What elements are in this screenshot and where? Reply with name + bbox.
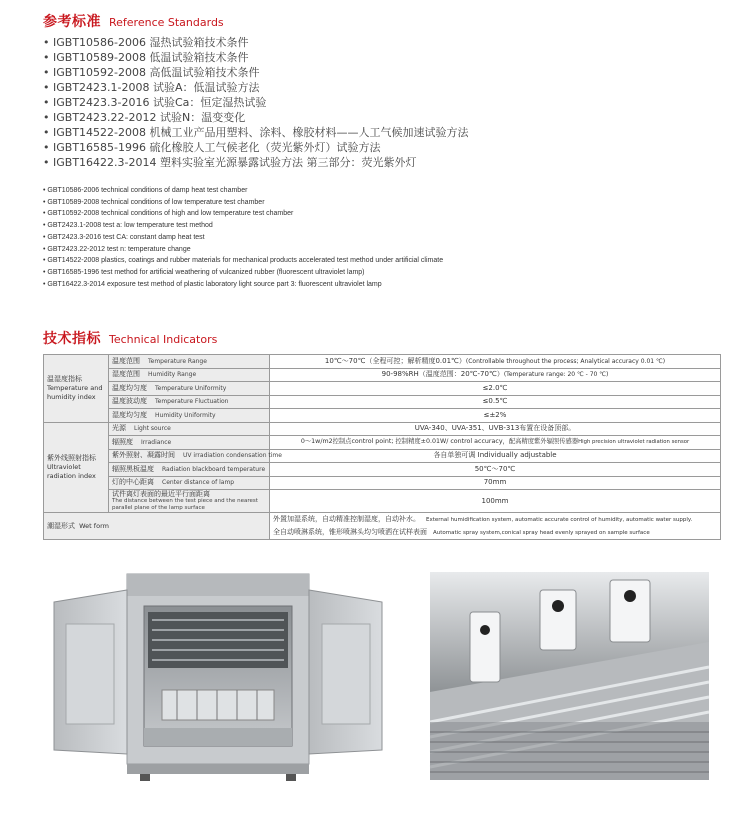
param-value-cell [270,422,721,436]
param-value-cell [270,476,721,490]
standard-item-en: • GBT2423.1-2008 test a: low temperature test method [43,220,443,232]
standard-item-en: • GBT2423.3-2016 test CA: constant damp heat test [43,232,443,244]
standard-item-en: • GBT14522-2008 plastics, coatings and rubber materials for mechanical products accelerated test method under artificial climate [43,255,443,267]
standard-item-en: • GBT2423.22-2012 test n: temperature change [43,244,443,256]
param-value: 70mm [483,478,507,487]
param-name-cell [109,449,282,463]
standard-item-en: • GBT16585-1996 test method for artificial weathering of vulcanized rubber (fluorescent ultraviolet lamp) [43,267,443,279]
param-en: Center distance of lamp [162,479,235,487]
standard-item-cn: • IGBT16422.3-2014 塑料实验室光源暴露试验方法 第三部分：荧光紫外灯 [43,155,468,170]
param-en: Light source [134,425,171,433]
param-value: 0～1w/m2控制点control point; 控制精度±0.01W/ control accuracy，配高精度紫外辐照传感器 [300,438,579,446]
table-row [44,476,721,490]
table-row [44,355,721,369]
group-label-cn: 潮湿形式 [47,521,75,530]
temp-humidity-group-cell [44,355,109,423]
standard-item-en: • GBT10589-2008 technical conditions of low temperature test chamber [43,197,443,209]
technical-title-cn: 技术指标 [43,331,101,347]
param-en: Irradiance [141,438,172,446]
table-row [44,382,721,396]
param-cn: 光源 [112,424,126,433]
standards-list-en [43,185,443,290]
reference-section-title [43,11,224,31]
standard-item-en: • GBT16422.3-2014 exposure test method of plastic laboratory light source part 3: fluorescent ultraviolet lamp [43,279,443,291]
param-value: ≤0.5℃ [482,397,508,406]
table-row [44,395,721,409]
param-value: 各自单独可调 Individually adjustable [433,451,557,460]
param-name-cell [109,490,270,513]
group-label-cn: 温湿度指标 [47,374,82,383]
wet-line-2 [273,526,717,539]
param-value: 10℃～70℃（全程可控；解析精度0.01℃） [324,356,466,365]
param-en: UV irradiation condensation time [183,452,282,460]
param-cn: 湿度范围 [112,370,140,379]
param-name-cell [109,436,270,450]
uv-group-cell [44,422,109,513]
standard-item-cn: • IGBT16585-1996 硫化橡胶人工气候老化（荧光紫外灯）试验方法 [43,140,468,155]
wet-line-1-en: External humidification system, automatic accurate control of humidity, automatic water supply. [426,517,693,523]
standard-item-cn: • IGBT14522-2008 机械工业产品用塑料、涂料、橡胶材料——人工气候加速试验方法 [43,125,468,140]
param-name-cell [109,409,270,423]
group-label-cn: 紫外线照射指标 [47,453,96,462]
param-name-cell [109,368,270,382]
param-cn: 湿度均匀度 [112,410,147,419]
wet-form-cell [44,513,270,540]
param-cn: 辐照黑板温度 [112,464,154,473]
wet-line-2-en: Automatic spray system,conical spray head evenly sprayed on sample surface [433,530,650,536]
param-en: Temperature Range [148,357,207,365]
param-value-cell [270,409,721,423]
wet-line-2-cn: 全自动喷淋系统，锥形喷淋头均匀喷洒在试样表面 [273,528,427,536]
param-en: Temperature Uniformity [155,384,227,392]
param-cn: 温度波动度 [112,397,147,406]
param-en: Temperature Fluctuation [155,398,229,406]
standard-item-cn: • IGBT10586-2006 湿热试验箱技术条件 [43,35,468,50]
param-cn: 温度均匀度 [112,383,147,392]
param-cn: 紫外照射、凝露时间 [112,451,175,460]
param-cn: 温度范围 [112,356,140,365]
param-value-cell [270,395,721,409]
group-label-en: Ultraviolet radiation index [47,462,96,480]
reference-title-cn: 参考标准 [43,14,101,30]
table-row [44,513,721,540]
param-value: ≤±2% [483,410,507,419]
param-value: 50℃～70℃ [474,464,516,473]
param-value: UVA-340、UVA-351、UVB-313布置在设备顶部。 [414,424,576,433]
param-name-cell [109,463,270,477]
param-name-cell [109,395,270,409]
table-row [44,422,721,436]
wet-form-value-cell [270,513,721,540]
standard-item-cn: • IGBT10589-2008 低温试验箱技术条件 [43,50,468,65]
param-value-cell [270,463,721,477]
chamber-illustration [52,572,384,782]
wet-line-1-cn: 外置加湿系统，自动精准控制湿度，自动补水。 [273,515,420,523]
param-en: Radiation blackboard temperature [162,465,266,473]
table-row [44,368,721,382]
technical-title-en: Technical Indicators [109,333,218,346]
param-name-cell [109,382,270,396]
standard-item-en: • GBT10592-2008 technical conditions of high and low temperature test chamber [43,208,443,220]
param-value-cell [270,368,721,382]
reference-title-en: Reference Standards [109,16,224,29]
param-value-cell [270,382,721,396]
param-name-cell [109,476,270,490]
table-row [44,436,721,450]
lamp-interior-photo [430,572,709,780]
param-en: The distance between the test piece and the nearest parallel plane of the lamp surface [112,497,258,511]
lamp-illustration [430,572,709,780]
technical-spec-table [43,354,721,540]
param-value: 90-98%RH（温度范围：20℃-70℃） [381,370,504,379]
param-name-cell [109,355,270,369]
param-cn: 辐照度 [112,437,133,446]
table-row [44,463,721,477]
param-value: 100mm [481,496,509,505]
standard-item-cn: • IGBT10592-2008 高低温试验箱技术条件 [43,65,468,80]
table-row [44,449,721,463]
table-row [44,490,721,513]
param-value-en: High precision ultraviolet radiation sensor [578,439,690,446]
param-en: Humidity Uniformity [155,411,216,419]
chamber-photo [52,572,384,782]
standard-item-cn: • IGBT2423.22-2012 试验N：温变变化 [43,110,468,125]
param-value-cell [270,355,721,369]
param-name-cell [109,422,270,436]
group-label-en: Wet form [79,521,109,530]
param-value-en: (Controllable throughout the process; Analytical accuracy 0.01 ℃) [465,357,666,365]
param-cn: 试件离灯表面的最近平行面距离 [112,489,210,498]
param-value-cell [270,490,721,513]
table-row [44,409,721,423]
param-value-cell [270,449,721,463]
standard-item-cn: • IGBT2423.3-2016 试验Ca：恒定湿热试验 [43,95,468,110]
standard-item-cn: • IGBT2423.1-2008 试验A：低温试验方法 [43,80,468,95]
standards-list-cn [43,35,468,170]
wet-line-1 [273,513,717,526]
param-cn: 灯的中心距离 [112,478,154,487]
param-value-cell [270,436,721,450]
group-label-en: Temperature and humidity index [47,383,103,401]
param-value: ≤2.0℃ [482,383,508,392]
standard-item-en: • GBT10586-2006 technical conditions of damp heat test chamber [43,185,443,197]
param-value-en: (Temperature range: 20 ℃ - 70 ℃) [503,371,609,379]
param-en: Humidity Range [148,371,197,379]
technical-section-title [43,328,217,348]
